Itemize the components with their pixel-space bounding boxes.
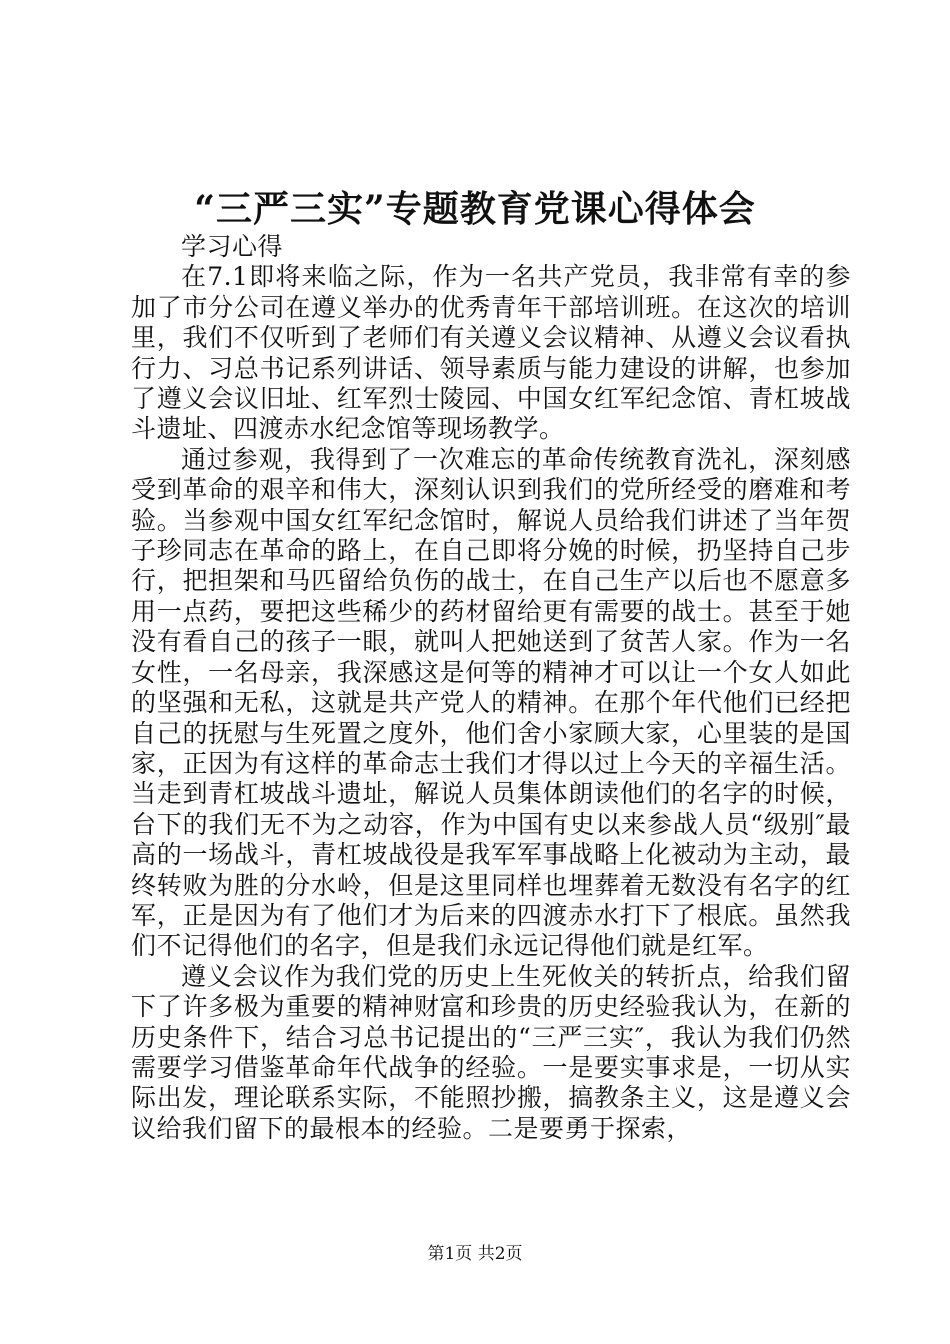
document-body [131,232,851,1144]
document-title: “三严三实”专题教育党课心得体会 [194,188,756,230]
paragraph-heading: 学习心得 [181,232,284,261]
page-footer: 第1页 共2页 [427,1244,523,1264]
paragraph: 遵义会议作为我们党的历史上生死攸关的转折点，给我们留下了许多极为重要的精神财富和珍贵的历史经验我认为，在新的历史条件下，结合习总书记提出的“三严三实″，我认为我们仍然需要学习借鉴革命年代战争的经验。一是要实事求是，一切从实际出发，理论联系实际，不能照抄搬，搞教条主义，这是遵义会议给我们留下的最根本的经验。二是要勇于探索， [131,961,851,1143]
paragraph: 在7.1即将来临之际，作为一名共产党员，我非常有幸的参加了市分公司在遵义举办的优秀青年干部培训班。在这次的培训里，我们不仅听到了老师们有关遵义会议精神、从遵义会议看执行力、习总书记系列讲话、领导素质与能力建设的讲解，也参加了遵义会议旧址、红军烈士陵园、中国女红军纪念馆、青杠坡战斗遗址、四渡赤水纪念馆等现场教学。 [131,262,851,444]
paragraph: 通过参观，我得到了一次难忘的革命传统教育洗礼，深刻感受到革命的艰辛和伟大，深刻认识到我们的党所经受的磨难和考验。当参观中国女红军纪念馆时，解说人员给我们讲述了当年贺子珍同志在革命的路上，在自己即将分娩的时候，扔坚持自己步行，把担架和马匹留给负伤的战士，在自己生产以后也不愿意多用一点药，要把这些稀少的药材留给更有需要的战士。甚至于她没有看自己的孩子一眼，就叫人把她送到了贫苦人家。作为一名女性，一名母亲，我深感这是何等的精神才可以让一个女人如此的坚强和无私，这就是共产党人的精神。在那个年代他们已经把自己的抚慰与生死置之度外，他们舍小家顾大家，心里装的是国家，正因为有这样的革命志士我们才得以过上今天的辛福生活。当走到青杠坡战斗遗址，解说人员集体朗读他们的名字的时候，台下的我们无不为之动容，作为中国有史以来参战人员“级别″最高的一场战斗，青杠坡战役是我军军事战略上化被动为主动，最终转败为胜的分水岭，但是这里同样也埋葬着无数没有名字的红军，正是因为有了他们才为后来的四渡赤水打下了根底。虽然我们不记得他们的名字，但是我们永远记得他们就是红军。 [131,444,851,961]
